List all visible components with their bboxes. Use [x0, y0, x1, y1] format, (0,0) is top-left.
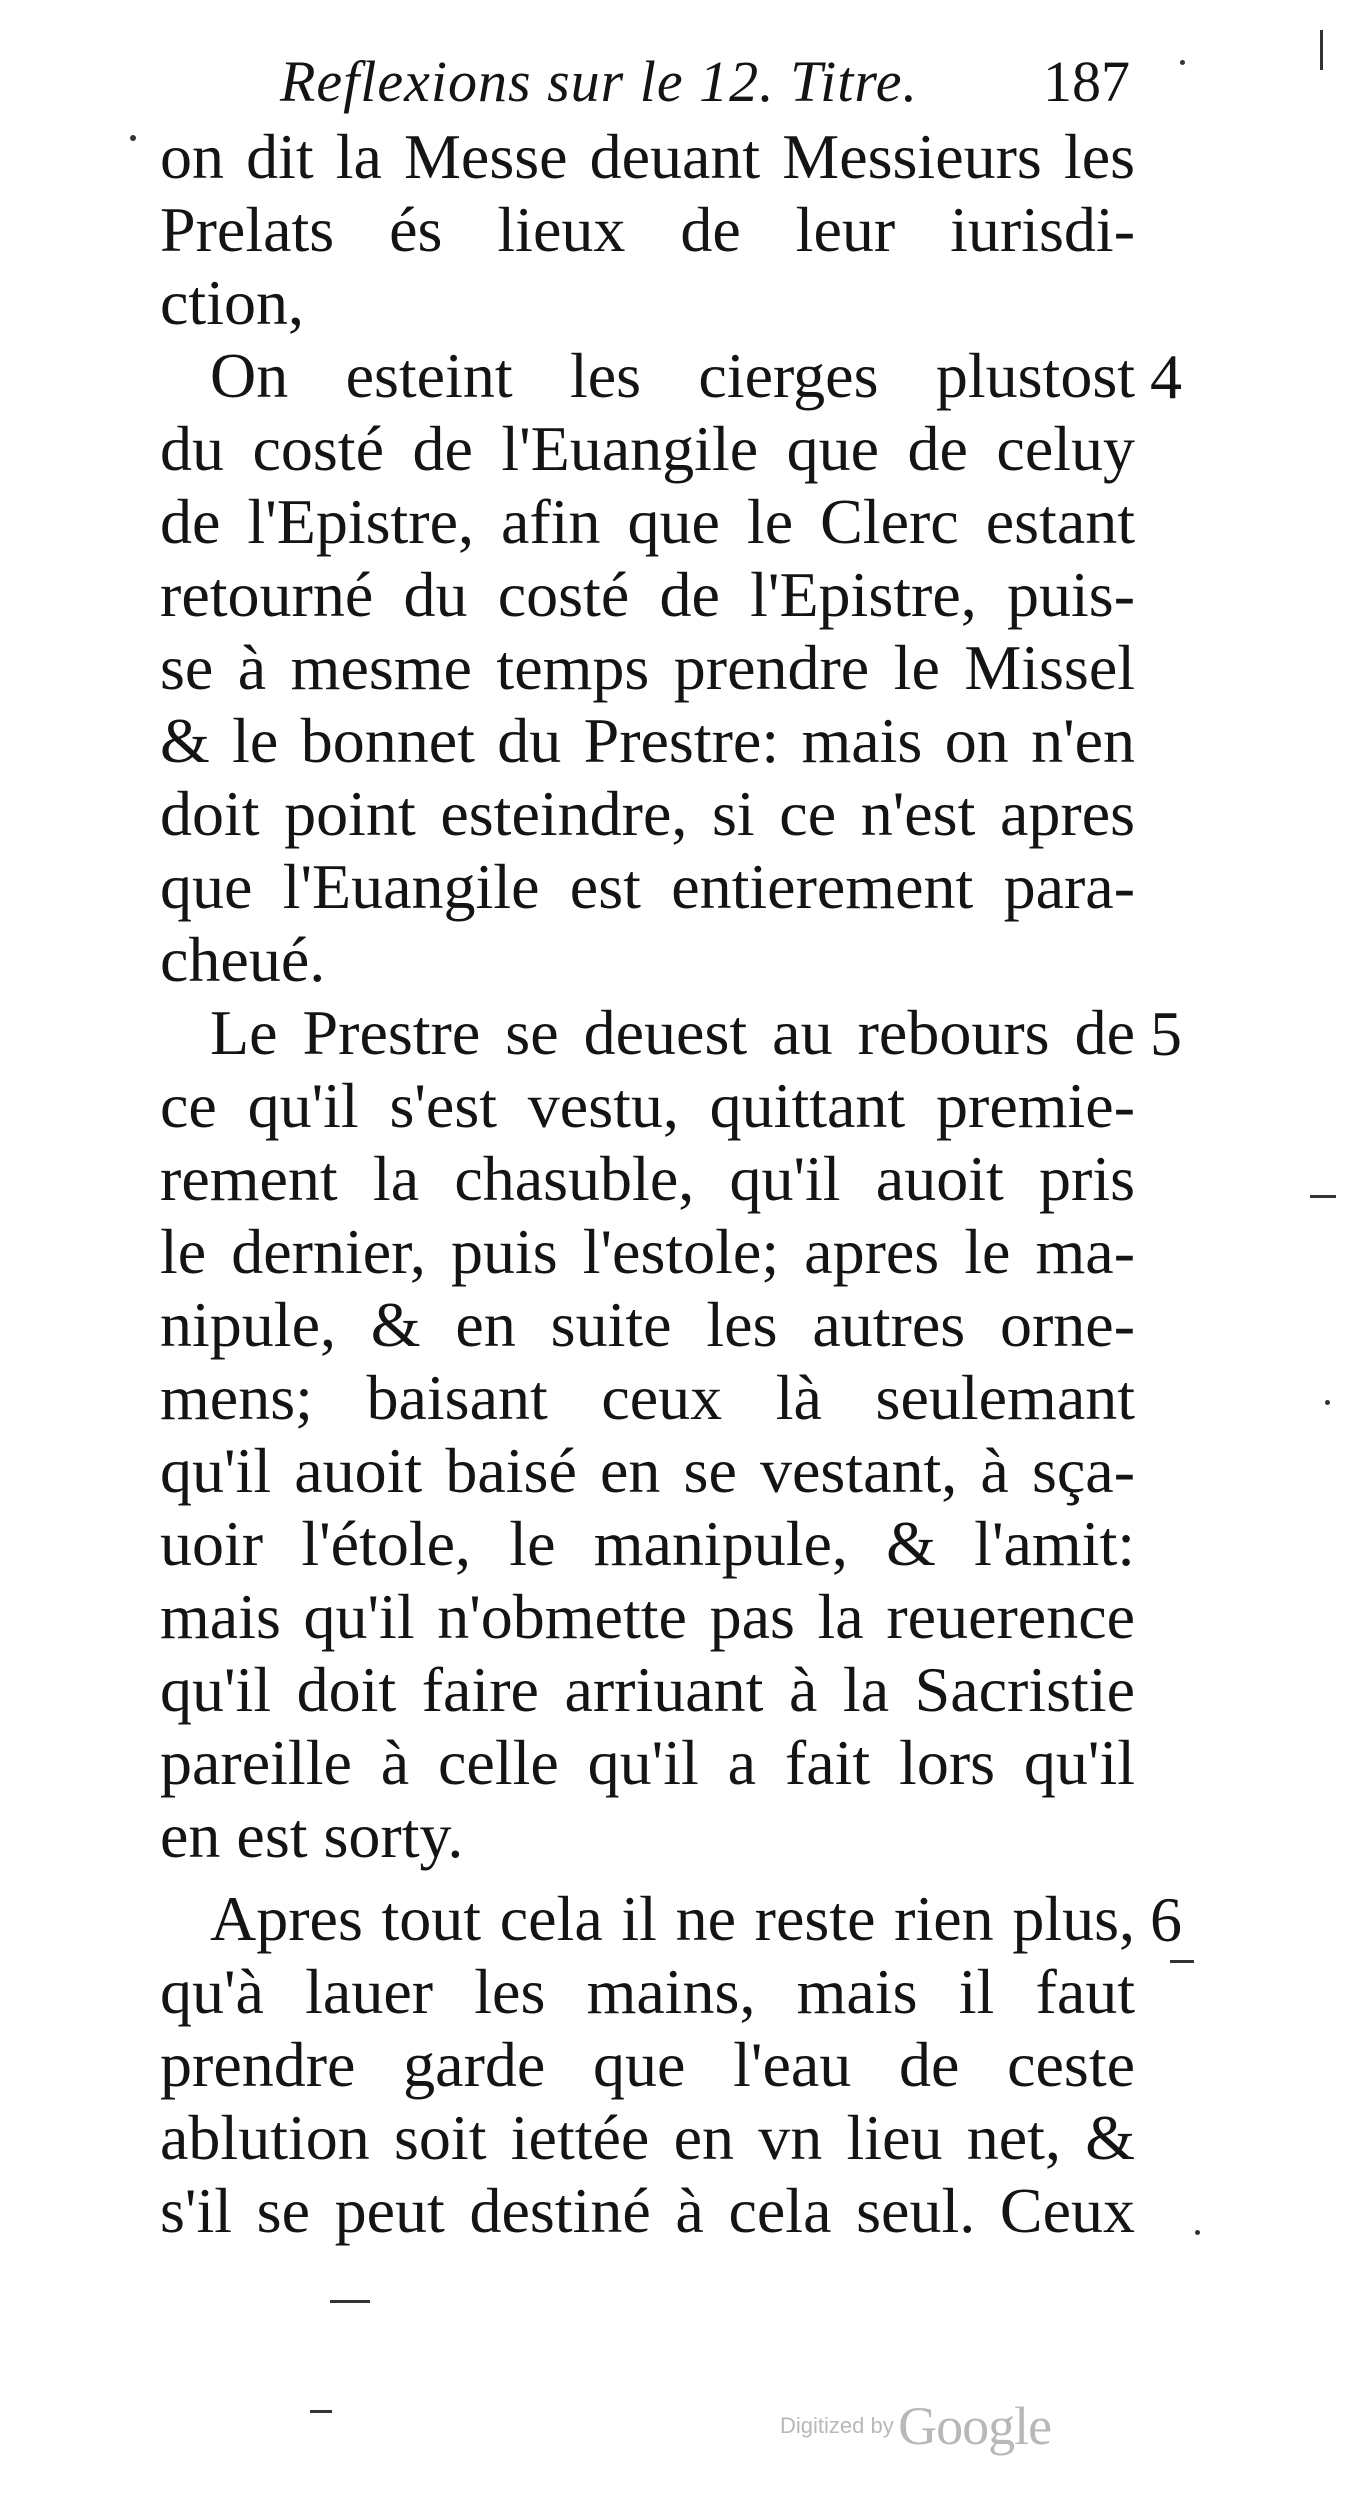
scan-mark: [1310, 1195, 1336, 1198]
text-line: ablution soit iettée en vn lieu net, &: [160, 2102, 1135, 2173]
text-line: en est sorty.: [160, 1800, 464, 1871]
text-line: s'il se peut destiné à cela seul. Ceux: [160, 2175, 1135, 2246]
text-line: du costé de l'Euangile que de celuy: [160, 413, 1135, 484]
body-text: [160, 120, 1135, 2247]
text-line: on dit la Messe deuant Messieurs les: [160, 121, 1135, 192]
google-logo: Google: [898, 2396, 1052, 2456]
text-line: Apres tout cela il ne reste rien plus,: [210, 1883, 1135, 1954]
text-line: retourné du costé de l'Epistre, puis-: [160, 559, 1135, 630]
text-line: Prelats és lieux de leur iurisdi-: [160, 194, 1135, 265]
text-line: rement la chasuble, qu'il auoit pris: [160, 1143, 1135, 1214]
scan-speck: [1180, 60, 1185, 65]
text-line: uoir l'étole, le manipule, & l'amit:: [160, 1508, 1135, 1579]
paragraph-2: [160, 339, 1135, 996]
text-line: mens; baisant ceux là seulemant: [160, 1362, 1135, 1433]
text-line: qu'à lauer les mains, mais il faut: [160, 1956, 1135, 2027]
text-line: On esteint les cierges plustost: [210, 340, 1135, 411]
running-title: Reflexions sur le 12. Titre.: [280, 49, 919, 114]
digitized-watermark: [780, 2395, 1051, 2457]
text-line: ce qu'il s'est vestu, quittant premie-: [160, 1070, 1135, 1141]
text-line: nipule, & en suite les autres orne-: [160, 1289, 1135, 1360]
text-line: doit point esteindre, si ce n'est apres: [160, 778, 1135, 849]
scan-speck: [1325, 1400, 1330, 1405]
text-line: mais qu'il n'obmette pas la reuerence: [160, 1581, 1135, 1652]
marginal-number-6: 6: [1150, 1884, 1182, 1955]
paragraph-1: [160, 120, 1135, 339]
text-line: Le Prestre se deuest au rebours de: [210, 997, 1135, 1068]
marginal-number-5: 5: [1150, 998, 1182, 1069]
text-line: se à mesme temps prendre le Missel: [160, 632, 1135, 703]
text-line: & le bonnet du Prestre: mais on n'en: [160, 705, 1135, 776]
scan-mark: [1320, 30, 1323, 70]
scan-mark: [330, 2300, 370, 2303]
page-number: 187: [1043, 49, 1130, 114]
scan-mark: [1170, 1960, 1194, 1963]
text-line: qu'il auoit baisé en se vestant, à sça-: [160, 1435, 1135, 1506]
text-line: ction,: [160, 267, 304, 338]
text-line: cheué.: [160, 924, 326, 995]
scan-speck: [130, 135, 136, 141]
page-header: [160, 48, 1130, 128]
paragraph-4: [160, 1882, 1135, 2247]
text-line: qu'il doit faire arriuant à la Sacristie: [160, 1654, 1135, 1725]
scan-speck: [1195, 2230, 1200, 2235]
text-line: le dernier, puis l'estole; apres le ma-: [160, 1216, 1135, 1287]
text-line: que l'Euangile est entierement para-: [160, 851, 1135, 922]
text-line: pareille à celle qu'il a fait lors qu'il: [160, 1727, 1135, 1798]
marginal-number-4: 4: [1150, 341, 1182, 412]
text-line: de l'Epistre, afin que le Clerc estant: [160, 486, 1135, 557]
scan-mark: [310, 2410, 332, 2413]
paragraph-3: [160, 996, 1135, 1872]
text-line: prendre garde que l'eau de ceste: [160, 2029, 1135, 2100]
digitized-by-text: Digitized by: [780, 2413, 894, 2438]
